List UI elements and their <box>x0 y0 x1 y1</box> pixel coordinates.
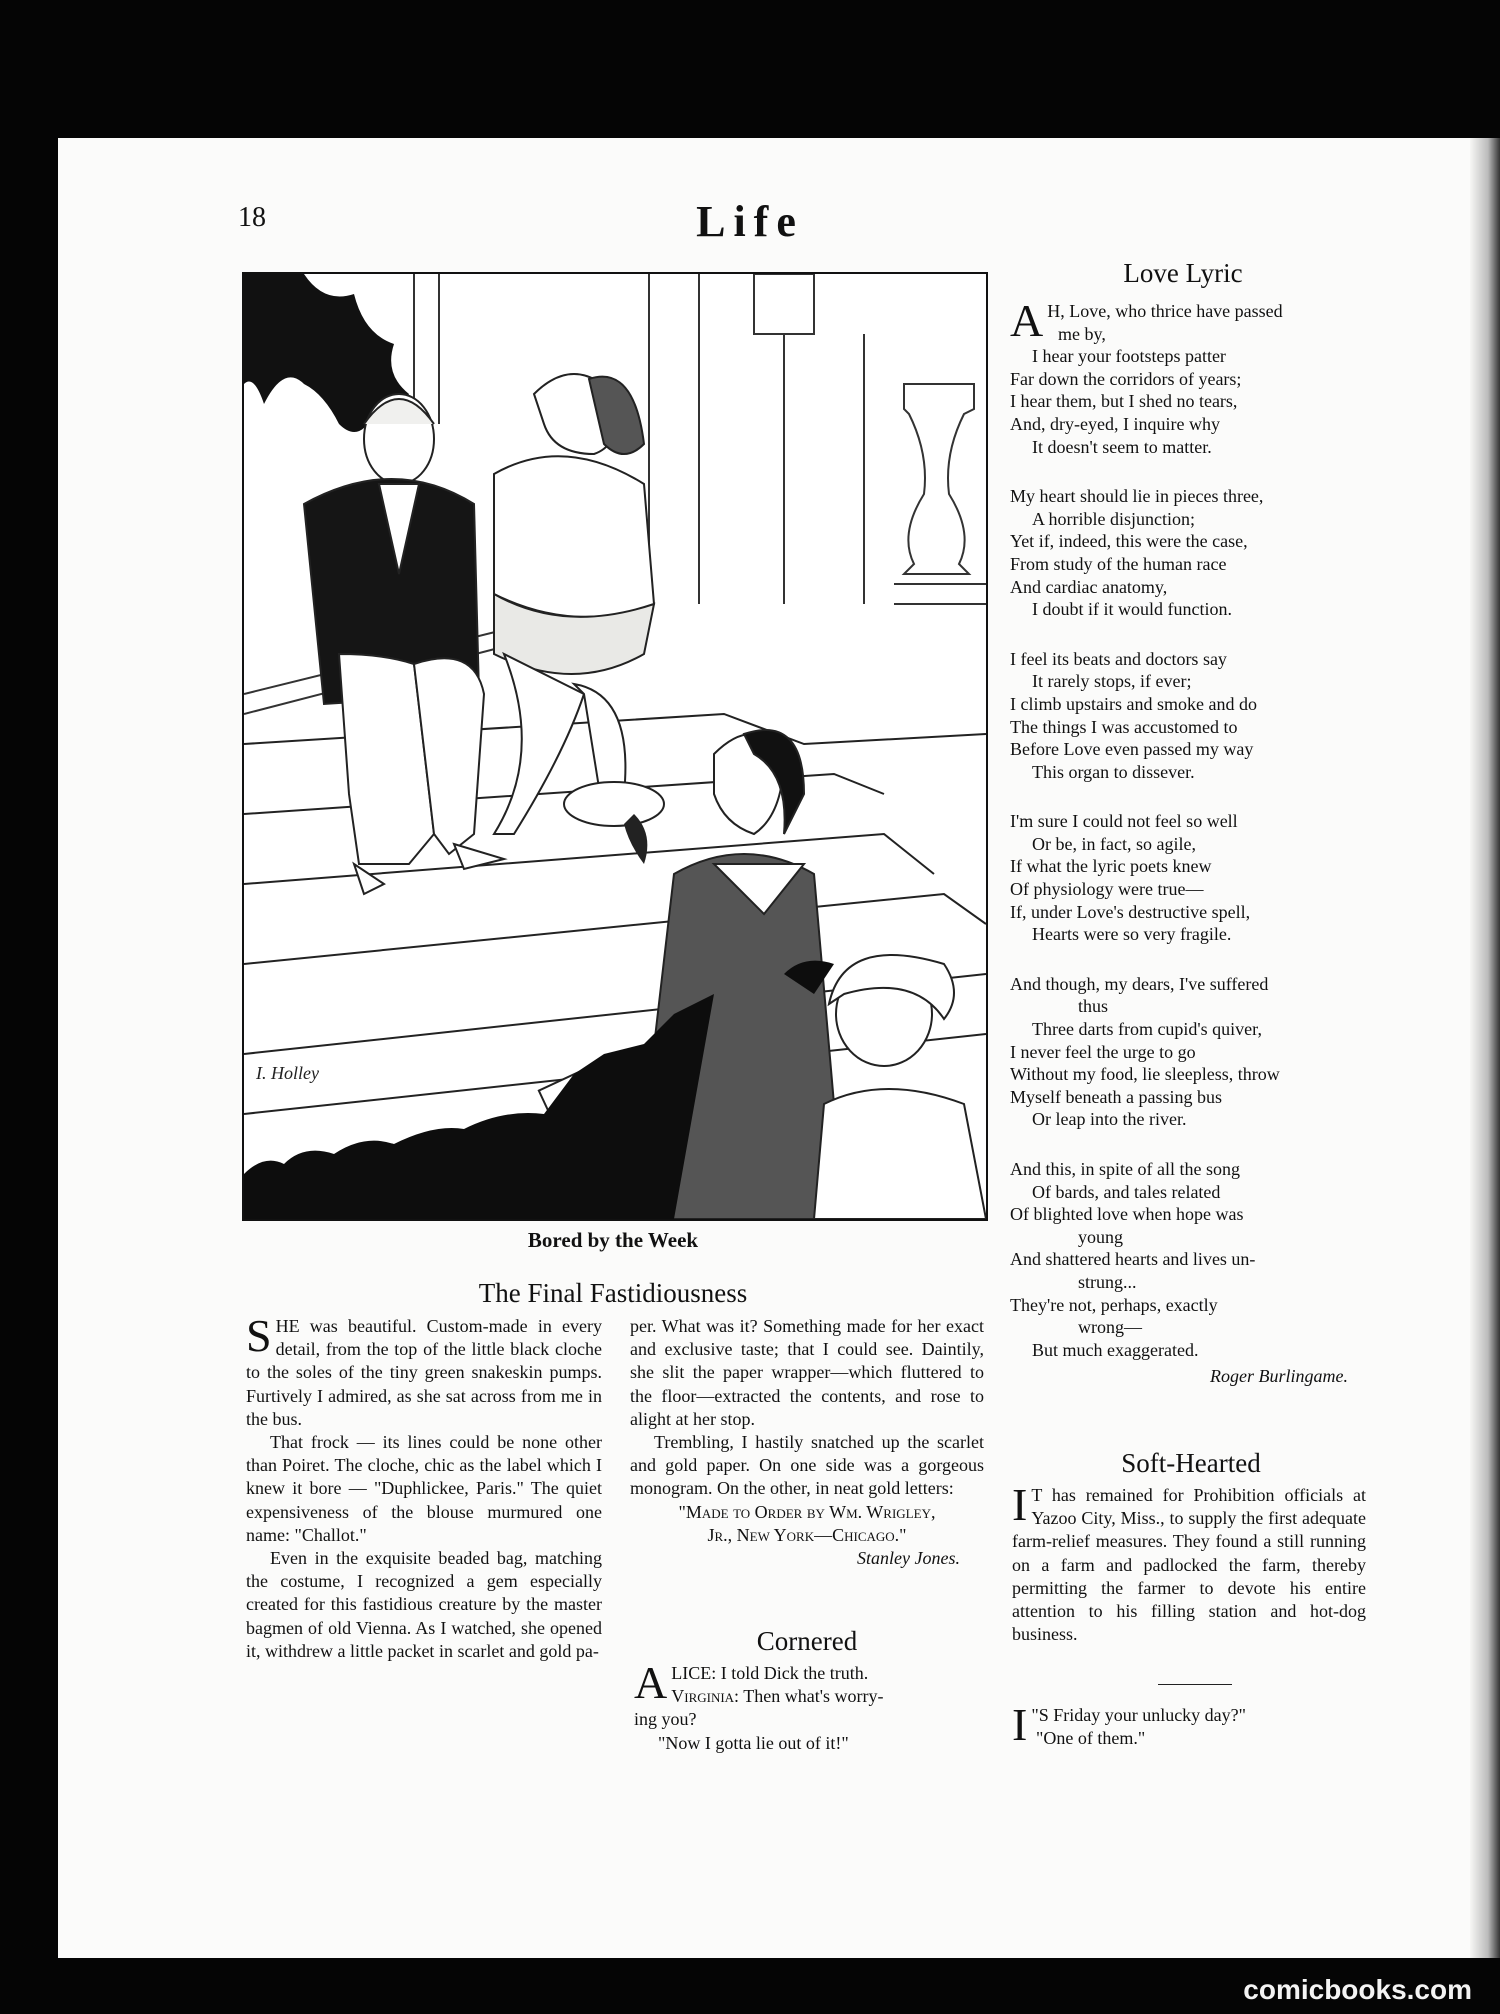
poem-line: The things I was accustomed to <box>1010 716 1238 737</box>
dropcap: I <box>1012 1479 1028 1530</box>
paragraph: Even in the exquisite beaded bag, matching the costume, I recognized a gem especially created for this fastidious creature by the master bagmen of old Vienna. As I watched, she opened it, withdrew a little packet in scarlet and gold pa- <box>246 1548 602 1661</box>
author-signature: Roger Burlingame. <box>1210 1366 1348 1387</box>
quoted-label-line-2: Jr., New York—Chicago." <box>707 1524 907 1545</box>
article-column-2 <box>630 1315 984 1570</box>
dialogue-line: "Now I gotta lie out of it!" <box>658 1732 849 1753</box>
poem-line: And cardiac anatomy, <box>1010 576 1168 597</box>
poem-line: Yet if, indeed, this were the case, <box>1010 531 1248 552</box>
masthead: Life <box>696 197 804 246</box>
poem-line: I feel its beats and doctors say <box>1010 648 1227 669</box>
joke-line: S Friday your unlucky day?" <box>1038 1705 1247 1725</box>
poem-line: This organ to dissever. <box>1032 761 1195 782</box>
paragraph: T has remained for Prohibition officials at Yazoo City, Miss., to supply the first adequate farm-relief measures. They found a still running on a farm and padlocked the farm, thereby permitting the farmer to devote his entire attention to his filling station and hot-dog business. <box>1012 1485 1366 1645</box>
poem-line: Without my food, lie sleepless, throw <box>1010 1064 1280 1085</box>
poem-line: From study of the human race <box>1010 553 1227 574</box>
joke-line: "One of them." <box>1036 1728 1146 1749</box>
friday-joke <box>1012 1699 1366 1750</box>
poem-line: And, dry-eyed, I inquire why <box>1010 413 1220 434</box>
poem-title: Love Lyric <box>1123 258 1243 288</box>
site-watermark: comicbooks.com <box>1243 1974 1472 2005</box>
open-quote: " <box>1031 1705 1039 1725</box>
poem-line: Hearts were so very fragile. <box>1032 924 1232 945</box>
poem-line: Myself beneath a passing bus <box>1010 1086 1222 1107</box>
poem-line: If, under Love's destructive spell, <box>1010 901 1251 922</box>
poem-line: Three darts from cupid's quiver, <box>1032 1019 1262 1040</box>
poem-line: I'm sure I could not feel so well <box>1010 811 1238 832</box>
poem-line: I hear your footsteps patter <box>1032 346 1226 367</box>
poem-body <box>1010 295 1372 1388</box>
soft-hearted-text <box>1012 1479 1366 1646</box>
article-column-1 <box>246 1310 602 1663</box>
poem-stanza <box>1010 973 1372 1131</box>
poem-line: I hear them, but I shed no tears, <box>1010 391 1238 412</box>
poem-line: Before Love even passed my way <box>1010 739 1254 760</box>
poem-line: Or leap into the river. <box>1032 1109 1187 1130</box>
cartoon-illustration <box>242 272 988 1221</box>
poem-line: It doesn't seem to matter. <box>1032 436 1212 457</box>
cornered-dialogue <box>634 1657 984 1755</box>
poem-line: young <box>1078 1226 1123 1247</box>
poem-stanza <box>1010 1158 1372 1361</box>
cartoon-caption: Bored by the Week <box>527 1228 699 1252</box>
poem-line: wrong— <box>1078 1317 1142 1338</box>
page-number: 18 <box>238 202 266 233</box>
poem-line: thus <box>1078 996 1109 1017</box>
paragraph: Trembling, I hastily snatched up the scarlet and gold paper. On one side was a gorgeous monogram. On the other, in neat gold letters: <box>630 1432 984 1499</box>
speaker-label: Virginia: <box>671 1686 740 1707</box>
poem-line: They're not, perhaps, exactly <box>1010 1294 1218 1315</box>
poem-line: A horrible disjunction; <box>1032 508 1195 529</box>
paragraph: HE was beautiful. Custom-made in every detail, from the top of the little black cloche to the soles of the tiny green snakeskin pumps. Furtively I admired, as she sat across from me in the bus. <box>246 1316 602 1429</box>
poem-line: And shattered hearts and lives un- <box>1010 1249 1256 1270</box>
poem-line: And this, in spite of all the song <box>1010 1159 1240 1179</box>
paragraph: per. What was it? Something made for her exact and exclusive taste; that I could see. Daintily, she slit the paper wrapper—which fluttered to the floor—extracted the contents, and rose to alight at her stop. <box>630 1316 984 1429</box>
poem-line: me by, <box>1058 323 1106 344</box>
quoted-label-line-1: "Made to Order by Wm. Wrigley, <box>678 1501 936 1522</box>
poem-line: Or be, in fact, so agile, <box>1032 833 1196 854</box>
poem-line: Of physiology were true— <box>1010 879 1204 900</box>
poem-stanza <box>1010 485 1372 621</box>
sewing-basket <box>564 782 664 826</box>
article-title-cornered: Cornered <box>756 1626 858 1656</box>
article-title-final-fastidiousness: The Final Fastidiousness <box>478 1278 748 1308</box>
poem-line: I never feel the urge to go <box>1010 1041 1196 1062</box>
poem-line: Of bards, and tales related <box>1032 1181 1221 1202</box>
poem-stanza <box>1010 648 1372 784</box>
article-title-soft-hearted: Soft-Hearted <box>1121 1448 1261 1478</box>
dropcap: I <box>1012 1699 1028 1750</box>
poem-line: Far down the corridors of years; <box>1010 368 1242 389</box>
poem-line: Of blighted love when hope was <box>1010 1204 1244 1225</box>
poem-line: My heart should lie in pieces three, <box>1010 486 1264 507</box>
section-divider <box>1158 1684 1232 1685</box>
poem-line: And though, my dears, I've suffered <box>1010 973 1269 994</box>
dropcap: A <box>634 1657 668 1708</box>
dialogue-line: LICE: I told Dick the truth. <box>671 1663 869 1683</box>
dialogue-line: ing you? <box>634 1709 697 1730</box>
poem-line: strung... <box>1078 1271 1137 1292</box>
paragraph: That frock — its lines could be none other than Poiret. The cloche, chic as the label which I knew it bore — "Duphlickee, Paris." The quiet expensiveness of the blouse murmured one name: "Challot." <box>246 1432 602 1545</box>
poem-line: But much exaggerated. <box>1032 1339 1199 1360</box>
poem-line: I climb upstairs and smoke and do <box>1010 693 1257 714</box>
dropcap: A <box>1010 295 1044 346</box>
dialogue-line: Then what's worry- <box>739 1686 884 1707</box>
poem-line: It rarely stops, if ever; <box>1032 671 1192 692</box>
artist-signature: I. Holley <box>256 1063 319 1083</box>
author-signature: Stanley Jones. <box>857 1548 960 1569</box>
poem-line: H, Love, who thrice have passed <box>1047 301 1283 321</box>
poem-stanza <box>1010 810 1372 946</box>
dropcap: S <box>246 1310 272 1361</box>
poem-line: If what the lyric poets knew <box>1010 856 1212 877</box>
poem-line: I doubt if it would function. <box>1032 599 1232 620</box>
poem-stanza <box>1010 295 1372 458</box>
page-right-edge <box>1470 138 1500 1958</box>
cartoon-drawing <box>244 274 986 1219</box>
